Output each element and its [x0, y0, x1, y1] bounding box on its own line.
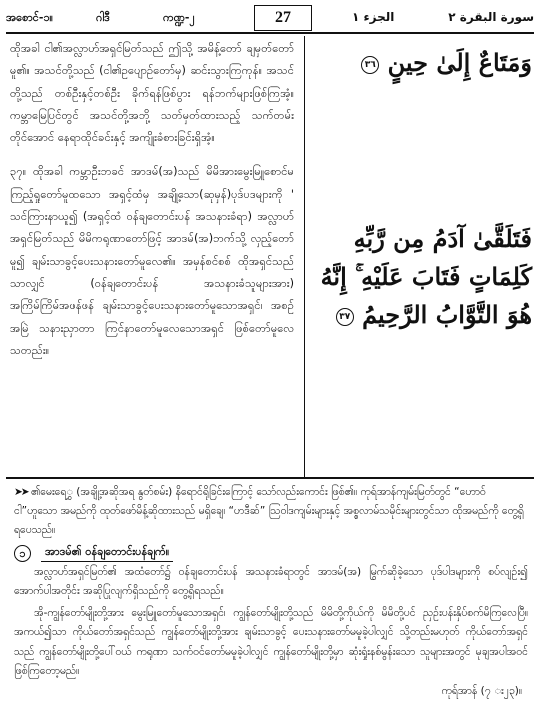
- volume-label: အစောင်-၁။: [6, 11, 53, 24]
- footnote-divider: [6, 477, 534, 479]
- juz-label-burmese: ကဏ္ဍ-၂: [163, 11, 195, 24]
- ayah-37-words: فَتَلَقَّىٰ آدَمُ مِن رَّبِّهِ كَلِمَاتٍ فَتَابَ عَلَيْهِ ۚ إِنَّهُ هُوَ التَّوَّابُ الرَّحِيمُ: [320, 224, 532, 329]
- column-divider: [304, 36, 305, 477]
- header-divider: [6, 32, 534, 34]
- double-arrow-icon: ➤➤: [14, 486, 28, 498]
- quran-reference: ကုရ်အာန် (၇ း၂၃)။: [441, 685, 522, 698]
- translation-paragraph-36: ထိုအခါ ငါ၏အလ္လာဟ်အရှင်မြတ်သည် ဤသို့ အမိန့်တော် ချမှတ်တော်မူ၏။ အသင်တို့သည် (ငါ၏ဥပျောဉ်တော်မှ) ဆင်းသွားကြကုန်။ အသင်တို့သည် တစ်ဦးနှင့်တစ်ဦး ခိုက်ရန်ဖြစ်ပွား ရန်ဘက်များဖြစ်ကြအံ့။ ကမ္ဘာမြေပြင်တွင် အသင်တို့အဘို့ သတ်မှတ်ထားသည့် သက်တမ်းတိုင်အောင် နေရာထိုင်ခင်းနှင့် အကျိုးခံစားခြင်းရှိအံ့။: [10, 42, 294, 145]
- section-label: ဂါဒီ: [96, 11, 110, 24]
- page-header: [6, 5, 534, 31]
- ayah-36-words: وَمَتَاعٌ إِلَىٰ حِينٍ: [387, 48, 532, 77]
- ayah-36-text: [361, 44, 532, 82]
- commentary-heading: [14, 543, 528, 563]
- ayah-36-marker: ٣٦: [361, 56, 379, 74]
- translation-column: [10, 38, 294, 362]
- ayah-37-text: [312, 220, 532, 334]
- footnote-note: [14, 483, 528, 540]
- ayah-37-marker: ٣٧: [336, 308, 354, 326]
- commentary-paragraph-1: အလ္လာဟ်အရှင်မြတ်၏ အထံတော်၌ ဝန်ချတောင်းပန် အသနားခံရာတွင် အာဒမ်(အ) မြွက်ဆိုခဲ့သော ပုဒ်ပါဒများကို စပ်လျဉ်း၍ အောက်ပါအတိုင်း အဆိုပြုလျက်ရှိသည်ကို တွေ့ရှိရသည်။: [14, 566, 528, 598]
- juz-label-arabic: الجزء ١: [352, 10, 395, 24]
- commentary-title: အာဒမ်၏ ဝန်ချတောင်းပန်ချက်။: [41, 545, 173, 562]
- footnote-note-text: ၏မေးရေွှ (အချို့အဆိုအရ နွတ်စမ်း) နိရောင်ရိုခြင်းကြောင့် သော်လည်းကောင်း ဖြစ်၏။ ကုရ်အာန်ကျမ်းမြတ်တွင် “ဟောဝ်ငါ”ဟူသော အမည်ကို ထုတ်ဖော်မိန့်ဆိုထားသည် မရှိချေ၊ “ဟဒီဆ်” ဩဝါဒကျမ်းများနှင့် အစ္စလာမ်သမိုင်းများတွင်သာ ထိုအမည်ကို တွေ့ရှိရပေသည်။: [14, 486, 524, 536]
- footnote-section: [14, 483, 528, 701]
- commentary-paragraph-2: အို-ကျွန်တော်မျိုးတို့အား မွေးမြူတော်မူသောအရှင်၊ ကျွန်တော်မျိုးတို့သည် မိမိတို့ကိုယ်ကို မိမိတို့ပင် ညှဉ်းပန်းနှိပ်စက်မိကြလေပြီ။ အကယ်၍သာ ကိုယ်တော်အရှင်သည် ကျွန်တော်မျိုးတို့အား ချမ်းသာခွင့် ပေးသနားတော်မမူခဲ့ပါလျှင် သို့တည်းမဟုတ် ကိုယ်တော်အရှင်သည် ကျွန်တော်မျိုးတို့ပေါ်ဝယ် ကရုဏာ သက်ဝင်တော်မမူခဲ့ပါလျှင် ကျွန်တော်မျိုးတို့မှာ ဆုံးရှုံးနစ်မွန်းသော သူများအတွင် မုချအပါအဝင် ဖြစ်ကြတော့မည်။: [14, 606, 528, 678]
- surah-label-arabic: سورة البقرة ٢: [448, 10, 534, 24]
- section-number-badge: ၁: [14, 545, 31, 562]
- translation-paragraph-37: ၃၇။ ထိုအခါ ကမ္ဘာဦးဘခင် အာဒမ်(အ)သည် မိမိအားမွေးမြူစောင်မကြည့်ရှုတော်မူထသော အရှင့်ထံမှ အချို့သော(ဆုမှန်)ပုဒ်ပဒများကို ' သင်ကြားနာယူ၍ (အရှင့်ထံ ဝန်ချတောင်းပန် အသနားခံရာ) အလ္လာဟ် အရှင်မြတ်သည် မိမိကရုဏာတော်ဖြင့် အာဒမ်(အ)ဘက်သို့ လှည့်တော်မူ၍ ချမ်းသာခွင့်ပေးသနားတော်မူလေ၏။ အမှန်စင်စစ် ထိုအရှင်သည်သာလျှင် (ဝန်ချတောင်းပန် အသနားခံသူများအား) အကြိမ်ကြိမ်အဖန်ဖန် ချမ်းသာခွင့်ပေးသနားတော်မူသောအရှင်၊ အစဉ်အမြဲ သနားညှာတာ ကြင်နာတော်မူလေသောအရှင် ဖြစ်တော်မူလေသတည်း။: [10, 165, 294, 357]
- page-number: 27: [254, 5, 312, 31]
